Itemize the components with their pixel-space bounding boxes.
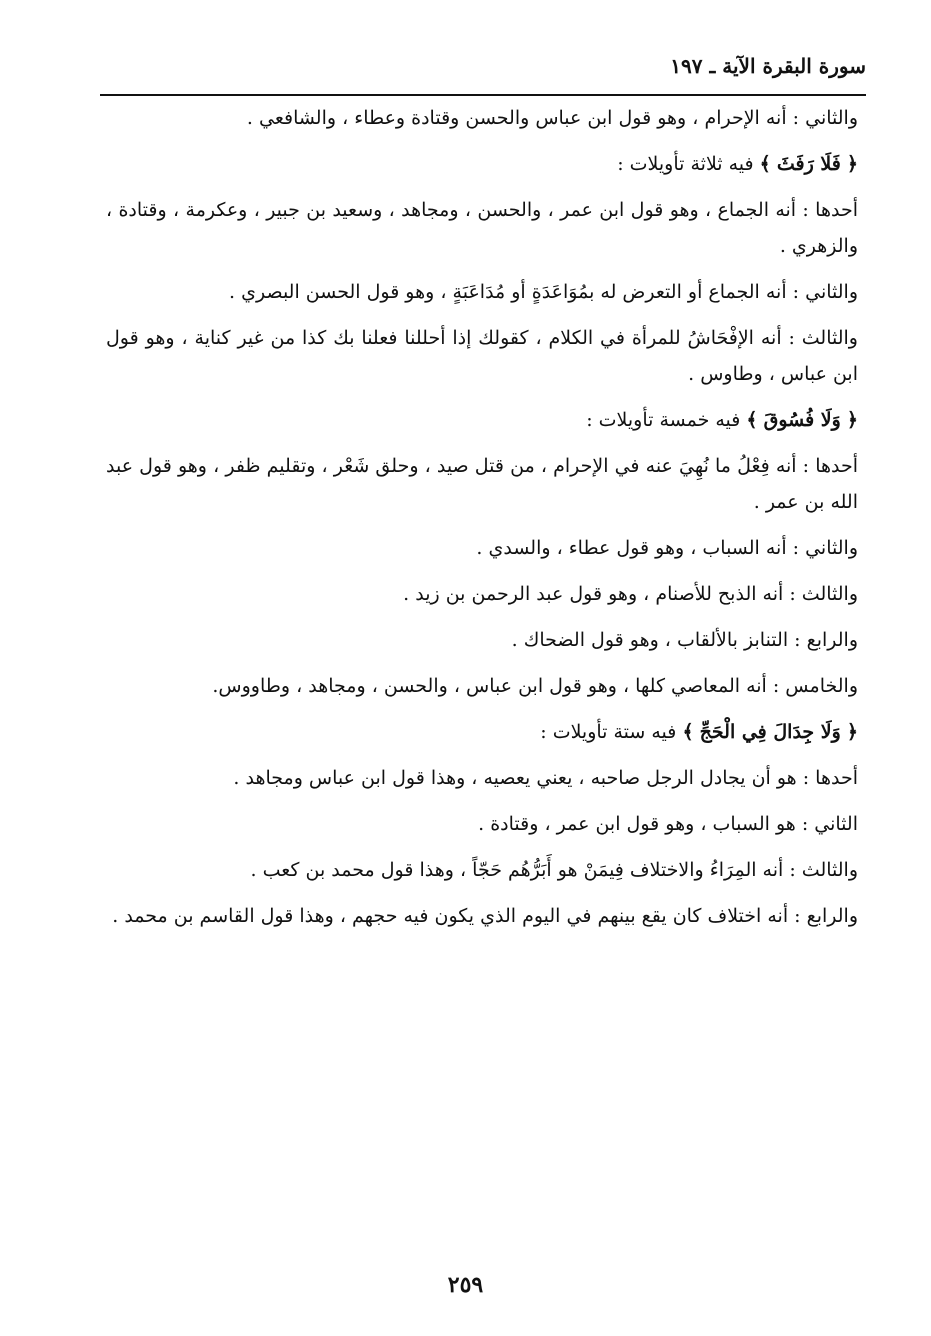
verse-text: وَلَا فُسُوقَ xyxy=(763,409,841,431)
paragraph: والرابع : التنابز بالألقاب ، وهو قول الضحاك . xyxy=(511,629,858,651)
paragraph: والثاني : أنه الجماع أو التعرض له بمُوَاعَدَةٍ أو مُدَاعَبَةٍ ، وهو قول الحسن البصري . xyxy=(229,281,858,303)
paragraph: أحدها : أنه الجماع ، وهو قول ابن عمر ، والحسن ، ومجاهد ، وسعيد بن جبير ، وعكرمة ، وقتادة ، والزهري . xyxy=(106,199,858,257)
paragraph: الثاني : هو السباب ، وهو قول ابن عمر ، وقتادة . xyxy=(478,813,858,835)
running-title: سورة البقرة الآية ـ ١٩٧ xyxy=(670,54,866,78)
heading-rest: فيه ستة تأويلات : xyxy=(540,721,677,743)
verse-text: فَلَا رَفَثَ xyxy=(776,153,841,175)
page-header xyxy=(100,50,866,96)
page-body xyxy=(106,100,858,944)
paragraph: أحدها : هو أن يجادل الرجل صاحبه ، يعني يعصيه ، وهذا قول ابن عباس ومجاهد . xyxy=(233,767,858,789)
paragraph: والخامس : أنه المعاصي كلها ، وهو قول ابن عباس ، والحسن ، ومجاهد ، وطاووس. xyxy=(212,675,858,697)
page-number: ٢٥٩ xyxy=(447,1272,484,1298)
paragraph: والرابع : أنه اختلاف كان يقع بينهم في اليوم الذي يكون فيه حجهم ، وهذا قول القاسم بن محمد . xyxy=(112,905,858,927)
verse-heading xyxy=(106,402,858,438)
heading-rest: فيه خمسة تأويلات : xyxy=(586,409,741,431)
paragraph: والثالث : أنه الإفْحَاشُ للمرأة في الكلام ، كقولك إذا أحللنا فعلنا بك كذا من غير كناية ، وهو قول ابن عباس ، وطاوس . xyxy=(106,327,858,385)
paragraph: أحدها : أنه فِعْلُ ما نُهِيَ عنه في الإحرام ، من قتل صيد ، وحلق شَعْر ، وتقليم ظفر ، وهو قول عبد الله بن عمر . xyxy=(106,455,858,513)
verse-close-bracket: ﴾ xyxy=(682,721,694,743)
heading-rest: فيه ثلاثة تأويلات : xyxy=(617,153,754,175)
verse-heading xyxy=(106,146,858,182)
paragraph: والثالث : أنه الذبح للأصنام ، وهو قول عبد الرحمن بن زيد . xyxy=(403,583,858,605)
verse-open-bracket: ﴿ xyxy=(846,153,858,175)
verse-text: وَلَا جِدَالَ فِي الْحَجِّ xyxy=(699,721,841,743)
paragraph: والثالث : أنه المِرَاءُ والاختلاف فِيمَنْ هو أَبَرُّهُم حَجّاً ، وهذا قول محمد بن كعب . xyxy=(250,859,858,881)
verse-close-bracket: ﴾ xyxy=(746,409,758,431)
verse-open-bracket: ﴿ xyxy=(846,409,858,431)
verse-heading xyxy=(106,714,858,750)
paragraph: والثاني : أنه الإحرام ، وهو قول ابن عباس والحسن وقتادة وعطاء ، والشافعي . xyxy=(246,107,858,129)
paragraph: والثاني : أنه السباب ، وهو قول عطاء ، والسدي . xyxy=(476,537,858,559)
verse-close-bracket: ﴾ xyxy=(759,153,771,175)
verse-open-bracket: ﴿ xyxy=(846,721,858,743)
